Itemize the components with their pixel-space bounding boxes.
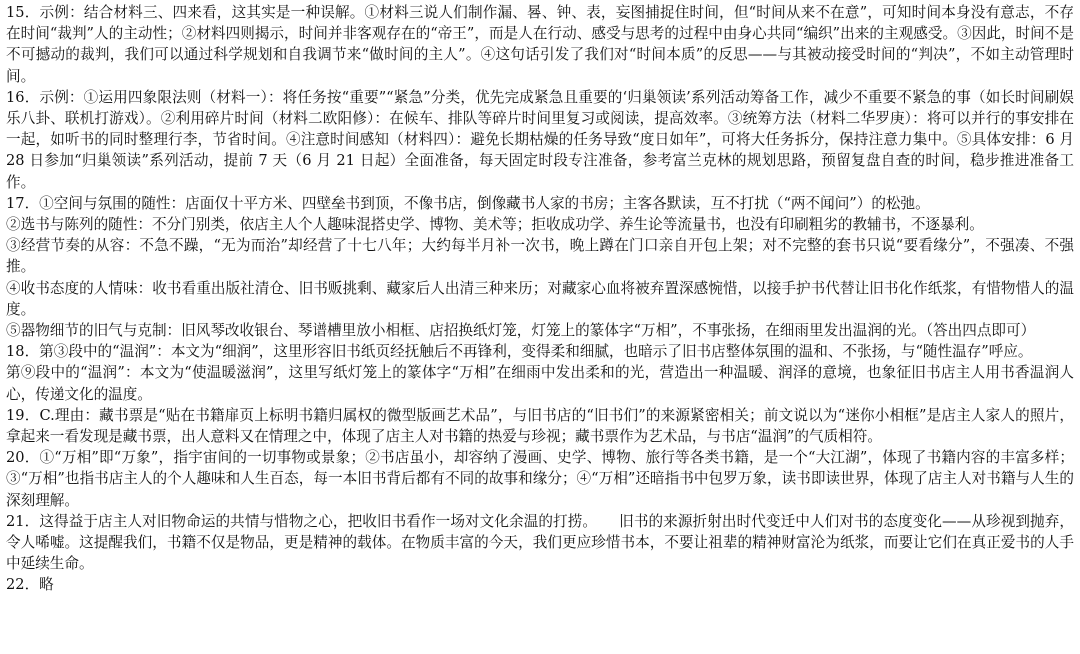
answer-21: 21．这得益于店主人对旧物命运的共情与惜物之心，把收旧书看作一场对文化余温的打捞。 旧书的来源折射出时代变迁中人们对书的态度变化——从珍视到抛弃，令人唏嘘。这提醒我们，书籍不仅是物品，更是精神的载体。在物质丰富的今天，我们更应珍惜书本，不要让祖辈的精神财富沦为纸浆，而要让它们在真正爱书的人手中延续生命。 bbox=[6, 512, 1074, 573]
answer-22: 22．略 bbox=[6, 576, 54, 594]
answer-17: 17．①空间与氛围的随性：店面仅十平方米、四壁垒书到顶，不像书店，倒像藏书人家的书房；主客各默读，互不打扰（“两不闻问”）的松弛。 ②选书与陈列的随性：不分门别类，依店主人个人趣味混搭史学、博物、美术等；拒收成功学、养生论等流量书，也没有印刷粗劣的教辅书，不逐暴利。 ③经营节奏的从容：不急不躁，“无为而治”却经营了十七八年；大约每半月补一次书，晚上蹲在门口亲自开包上架；对不完整的套书只说“要看缘分”，不强凑、不强推。 ④收书态度的人情味：收书看重出版社清仓、旧书贩挑剩、藏家后人出清三种来历；对藏家心血将被弃置深感惋惜，以接手护书代替让旧书化作纸浆，有惜物惜人的温度。 ⑤器物细节的旧气与克制：旧风琴改收银台、琴谱槽里放小相框、店招换纸灯笼，灯笼上的篆体字“万相”，不事张扬，在细雨里发出温润的光。（答出四点即可） bbox=[6, 194, 1074, 340]
answer-18: 18．第③段中的“温润”：本文为“细润”，这里形容旧书纸页经抚触后不再锋利，变得柔和细腻，也暗示了旧书店整体氛围的温和、不张扬，与“随性温存”呼应。 第⑨段中的“温润”：本文为“使温暖滋润”，这里写纸灯笼上的篆体字“万相”在细雨中发出柔和的光，营造出一种温暖、润泽的意境，也象征旧书店主人用书香温润人心，传递文化的温度。 bbox=[6, 343, 1074, 403]
answer-15: 15．示例：结合材料三、四来看，这其实是一种误解。①材料三说人们制作漏、晷、钟、表，妄图捕捉住时间，但“时间从来不在意”，可知时间本身没有意志，不存在时间“裁判”人的主动性；②材料四则揭示，时间并非客观存在的“帝王”，而是人在行动、感受与思考的过程中由身心共同“编织”出来的主观感受。③因此，时间不是不可撼动的裁判，我们可以通过科学规划和自我调节来“做时间的主人”。④这句话引发了我们对“时间本质”的反思——与其被动接受时间的“判决”，不如主动管理时间。 bbox=[6, 4, 1074, 85]
answer-20: 20．①“万相”即“万象”，指宇宙间的一切事物或景象；②书店虽小，却容纳了漫画、史学、博物、旅行等各类书籍，是一个“大江湖”，体现了书籍内容的丰富多样；③“万相”也指书店主人的个人趣味和人生百态，每一本旧书背后都有不同的故事和缘分；④“万相”还暗指书中包罗万象，读书即读世界，体现了店主人对书籍与人生的深刻理解。 bbox=[6, 449, 1074, 509]
answer-16: 16．示例：①运用四象限法则（材料一）：将任务按“重要”“紧急”分类，优先完成紧急且重要的‘归巢领读’系列活动筹备工作，减少不重要不紧急的事（如长时间刷娱乐八卦、联机打游戏）。②利用碎片时间（材料二欧阳修）：在候车、排队等碎片时间里复习或阅读，提高效率。③统筹方法（材料二华罗庚）：将可以并行的事安排在一起，如听书的同时整理行李，节省时间。④注意时间感知（材料四）：避免长期枯燥的任务导致“度日如年”，可将大任务拆分，保持注意力集中。⑤具体安排：6 月 28 日参加“归巢领读”系列活动，提前 7 天（6 月 21 日起）全面准备，每天固定时段专注准备，参考富兰克林的规划思路，预留复盘自查的时间，稳步推进准备工作。 bbox=[6, 88, 1079, 191]
answer-19: 19．C.理由：藏书票是“贴在书籍扉页上标明书籍归属权的微型版画艺术品”，与旧书店的“旧书们”的来源紧密相关；前文说以为“迷你小相框”是店主人家人的照片，拿起来一看发现是藏书票，出人意料又在情理之中，体现了店主人对书籍的热爱与珍视；藏书票作为艺术品，与书店“温润”的气质相符。 bbox=[6, 406, 1074, 446]
